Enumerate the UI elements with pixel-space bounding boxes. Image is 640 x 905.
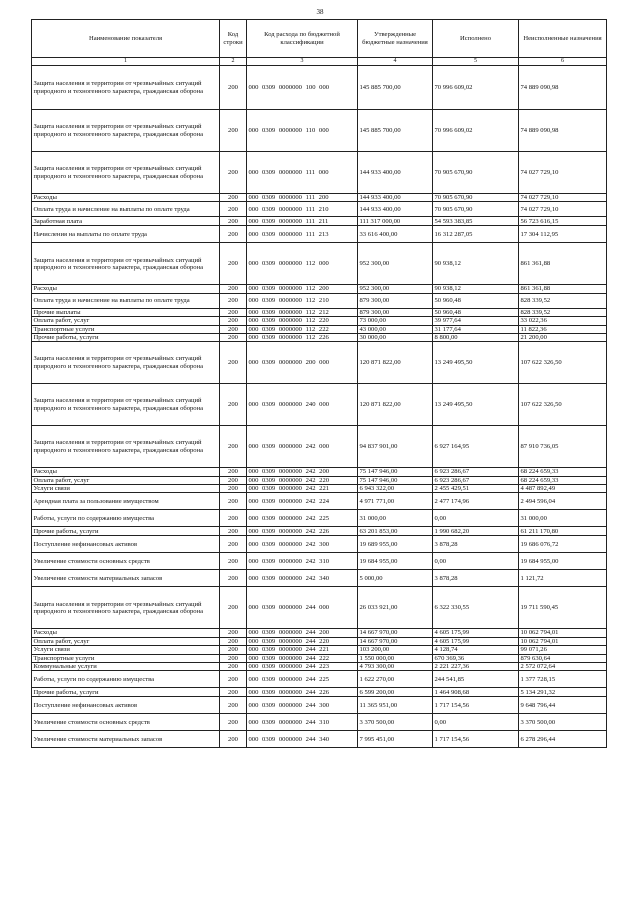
header-approved: Утвержденные бюджетные назначения — [358, 20, 433, 58]
header-row — [32, 20, 607, 58]
row-executed: 1 717 154,56 — [433, 697, 519, 714]
row-executed: 70 996 609,02 — [433, 110, 519, 152]
row-name: Защита населения и территории от чрезвычайных ситуаций природного и техногенного характера, гражданская оборона — [32, 66, 220, 110]
row-classification: 000 0309 0000000 100 000 — [247, 66, 358, 110]
row-approved: 7 995 451,00 — [358, 731, 433, 748]
row-classification: 000 0309 0000000 242 000 — [247, 426, 358, 468]
row-name: Защита населения и территории от чрезвычайных ситуаций природного и техногенного характера, гражданская оборона — [32, 426, 220, 468]
row-approved: 144 933 400,00 — [358, 194, 433, 202]
row-unexecuted: 1 121,72 — [519, 570, 607, 587]
row-classification: 000 0309 0000000 242 220 — [247, 476, 358, 484]
row-code: 200 — [220, 688, 247, 697]
row-unexecuted: 17 304 112,95 — [519, 226, 607, 243]
row-name: Защита населения и территории от чрезвычайных ситуаций природного и техногенного характера, гражданская оборона — [32, 152, 220, 194]
table-row — [32, 202, 607, 217]
row-executed: 70 996 609,02 — [433, 66, 519, 110]
row-unexecuted: 828 339,52 — [519, 293, 607, 308]
table-row — [32, 654, 607, 662]
row-unexecuted: 68 224 659,33 — [519, 476, 607, 484]
table-row — [32, 293, 607, 308]
row-executed: 4 605 175,99 — [433, 629, 519, 637]
row-name: Прочие выплаты — [32, 308, 220, 316]
row-approved: 144 933 400,00 — [358, 202, 433, 217]
row-executed: 13 249 495,50 — [433, 384, 519, 426]
row-name: Защита населения и территории от чрезвычайных ситуаций природного и техногенного характера, гражданская оборона — [32, 587, 220, 629]
header-name: Наименование показателя — [32, 20, 220, 58]
row-name: Коммунальные услуги — [32, 662, 220, 670]
row-executed: 13 249 495,50 — [433, 342, 519, 384]
row-executed: 50 960,48 — [433, 308, 519, 316]
row-classification: 000 0309 0000000 242 221 — [247, 485, 358, 493]
row-code: 200 — [220, 293, 247, 308]
row-approved: 19 689 955,00 — [358, 536, 433, 553]
row-executed: 90 938,12 — [433, 285, 519, 293]
table-row — [32, 697, 607, 714]
row-name: Защита населения и территории от чрезвычайных ситуаций природного и техногенного характера, гражданская оборона — [32, 342, 220, 384]
row-name: Транспортные услуги — [32, 654, 220, 662]
table-row — [32, 317, 607, 325]
row-unexecuted: 3 370 500,00 — [519, 714, 607, 731]
header-executed: Исполнено — [433, 20, 519, 58]
row-executed: 1 717 154,56 — [433, 731, 519, 748]
row-code: 200 — [220, 662, 247, 670]
row-unexecuted: 9 648 796,44 — [519, 697, 607, 714]
row-name: Услуги связи — [32, 485, 220, 493]
row-executed: 70 905 670,90 — [433, 152, 519, 194]
table-row — [32, 536, 607, 553]
row-name: Защита населения и территории от чрезвычайных ситуаций природного и техногенного характера, гражданская оборона — [32, 384, 220, 426]
row-executed: 2 221 227,36 — [433, 662, 519, 670]
row-code: 200 — [220, 333, 247, 341]
row-unexecuted: 107 622 326,50 — [519, 342, 607, 384]
row-unexecuted: 74 889 090,98 — [519, 110, 607, 152]
row-name: Работы, услуги по содержанию имущества — [32, 671, 220, 688]
page-number: 38 — [316, 8, 324, 16]
table-row — [32, 476, 607, 484]
row-classification: 000 0309 0000000 240 000 — [247, 384, 358, 426]
row-code: 200 — [220, 731, 247, 748]
row-approved: 120 871 822,00 — [358, 384, 433, 426]
row-name: Защита населения и территории от чрезвычайных ситуаций природного и техногенного характера, гражданская оборона — [32, 243, 220, 285]
row-code: 200 — [220, 110, 247, 152]
row-name: Оплата работ, услуг — [32, 476, 220, 484]
row-name: Услуги связи — [32, 646, 220, 654]
row-unexecuted: 4 487 892,49 — [519, 485, 607, 493]
row-unexecuted: 107 622 326,50 — [519, 384, 607, 426]
row-executed: 3 878,28 — [433, 536, 519, 553]
row-code: 200 — [220, 671, 247, 688]
table-row — [32, 714, 607, 731]
row-classification: 000 0309 0000000 244 226 — [247, 688, 358, 697]
table-row — [32, 194, 607, 202]
row-classification: 000 0309 0000000 242 200 — [247, 468, 358, 476]
row-code: 200 — [220, 468, 247, 476]
row-code: 200 — [220, 317, 247, 325]
row-executed: 4 605 175,99 — [433, 637, 519, 645]
table-row — [32, 384, 607, 426]
row-classification: 000 0309 0000000 244 223 — [247, 662, 358, 670]
column-number: 6 — [519, 58, 607, 66]
row-name: Арендная плата за пользование имуществом — [32, 493, 220, 510]
table-row — [32, 485, 607, 493]
row-executed: 39 977,64 — [433, 317, 519, 325]
row-unexecuted: 2 572 072,64 — [519, 662, 607, 670]
row-code: 200 — [220, 714, 247, 731]
row-approved: 111 317 000,00 — [358, 217, 433, 226]
row-classification: 000 0309 0000000 112 200 — [247, 285, 358, 293]
row-unexecuted: 33 022,36 — [519, 317, 607, 325]
row-unexecuted: 10 062 794,01 — [519, 629, 607, 637]
column-number: 4 — [358, 58, 433, 66]
row-executed: 70 905 670,90 — [433, 194, 519, 202]
row-name: Увеличение стоимости основных средств — [32, 714, 220, 731]
row-executed: 6 923 286,67 — [433, 468, 519, 476]
row-classification: 000 0309 0000000 242 340 — [247, 570, 358, 587]
row-unexecuted: 19 686 076,72 — [519, 536, 607, 553]
row-name: Поступление нефинансовых активов — [32, 697, 220, 714]
row-approved: 14 667 970,00 — [358, 637, 433, 645]
row-classification: 000 0309 0000000 242 300 — [247, 536, 358, 553]
row-name: Увеличение стоимости материальных запасов — [32, 731, 220, 748]
row-classification: 000 0309 0000000 112 226 — [247, 333, 358, 341]
row-approved: 14 667 970,00 — [358, 629, 433, 637]
row-classification: 000 0309 0000000 112 212 — [247, 308, 358, 316]
row-classification: 000 0309 0000000 244 222 — [247, 654, 358, 662]
row-classification: 000 0309 0000000 244 221 — [247, 646, 358, 654]
row-code: 200 — [220, 654, 247, 662]
row-classification: 000 0309 0000000 111 200 — [247, 194, 358, 202]
row-classification: 000 0309 0000000 111 000 — [247, 152, 358, 194]
row-executed: 4 128,74 — [433, 646, 519, 654]
table-row — [32, 493, 607, 510]
table-row — [32, 570, 607, 587]
row-code: 200 — [220, 587, 247, 629]
column-number: 1 — [32, 58, 220, 66]
row-classification: 000 0309 0000000 242 225 — [247, 510, 358, 527]
row-executed: 70 905 670,90 — [433, 202, 519, 217]
table-row — [32, 342, 607, 384]
row-code: 200 — [220, 485, 247, 493]
row-code: 200 — [220, 226, 247, 243]
row-code: 200 — [220, 426, 247, 468]
row-unexecuted: 99 071,26 — [519, 646, 607, 654]
row-unexecuted: 74 027 729,10 — [519, 202, 607, 217]
row-classification: 000 0309 0000000 244 340 — [247, 731, 358, 748]
row-approved: 1 550 000,00 — [358, 654, 433, 662]
row-approved: 26 033 921,00 — [358, 587, 433, 629]
row-executed: 3 878,28 — [433, 570, 519, 587]
row-code: 200 — [220, 536, 247, 553]
row-classification: 000 0309 0000000 242 226 — [247, 527, 358, 536]
row-unexecuted: 5 134 291,32 — [519, 688, 607, 697]
header-unexecuted: Неисполненные назначения — [519, 20, 607, 58]
row-code: 200 — [220, 476, 247, 484]
row-executed: 0,00 — [433, 510, 519, 527]
row-classification: 000 0309 0000000 112 210 — [247, 293, 358, 308]
row-name: Оплата труда и начисление на выплаты по оплате труда — [32, 293, 220, 308]
row-classification: 000 0309 0000000 242 310 — [247, 553, 358, 570]
column-number: 2 — [220, 58, 247, 66]
column-number-row — [32, 58, 607, 66]
row-code: 200 — [220, 697, 247, 714]
row-approved: 120 871 822,00 — [358, 342, 433, 384]
row-approved: 31 000,00 — [358, 510, 433, 527]
row-unexecuted: 1 377 728,15 — [519, 671, 607, 688]
row-unexecuted: 19 711 590,45 — [519, 587, 607, 629]
row-code: 200 — [220, 152, 247, 194]
row-unexecuted: 879 630,64 — [519, 654, 607, 662]
row-classification: 000 0309 0000000 111 211 — [247, 217, 358, 226]
table-row — [32, 731, 607, 748]
table-row — [32, 587, 607, 629]
header-classification: Код расхода по бюджетной классификации — [247, 20, 358, 58]
row-unexecuted: 31 000,00 — [519, 510, 607, 527]
row-name: Расходы — [32, 285, 220, 293]
row-code: 200 — [220, 527, 247, 536]
row-approved: 30 000,00 — [358, 333, 433, 341]
row-classification: 000 0309 0000000 111 210 — [247, 202, 358, 217]
row-code: 200 — [220, 637, 247, 645]
row-name: Оплата труда и начисление на выплаты по оплате труда — [32, 202, 220, 217]
table-row — [32, 66, 607, 110]
row-unexecuted: 21 200,00 — [519, 333, 607, 341]
row-executed: 16 312 287,05 — [433, 226, 519, 243]
table-row — [32, 629, 607, 637]
row-approved: 19 684 955,00 — [358, 553, 433, 570]
table-row — [32, 325, 607, 333]
row-executed: 2 477 174,96 — [433, 493, 519, 510]
row-unexecuted: 828 339,52 — [519, 308, 607, 316]
table-row — [32, 527, 607, 536]
row-executed: 6 322 330,55 — [433, 587, 519, 629]
table-row — [32, 152, 607, 194]
row-approved: 6 599 200,00 — [358, 688, 433, 697]
row-name: Работы, услуги по содержанию имущества — [32, 510, 220, 527]
row-code: 200 — [220, 202, 247, 217]
row-approved: 103 200,00 — [358, 646, 433, 654]
row-code: 200 — [220, 493, 247, 510]
row-name: Оплата работ, услуг — [32, 637, 220, 645]
row-code: 200 — [220, 243, 247, 285]
row-approved: 43 000,00 — [358, 325, 433, 333]
row-executed: 6 923 286,67 — [433, 476, 519, 484]
row-approved: 73 000,00 — [358, 317, 433, 325]
row-unexecuted: 10 062 794,01 — [519, 637, 607, 645]
row-approved: 6 943 322,00 — [358, 485, 433, 493]
row-code: 200 — [220, 646, 247, 654]
row-code: 200 — [220, 66, 247, 110]
row-unexecuted: 87 910 736,05 — [519, 426, 607, 468]
table-row — [32, 308, 607, 316]
table-row — [32, 553, 607, 570]
row-code: 200 — [220, 510, 247, 527]
row-name: Поступление нефинансовых активов — [32, 536, 220, 553]
row-unexecuted: 74 027 729,10 — [519, 194, 607, 202]
row-executed: 1 990 682,20 — [433, 527, 519, 536]
row-approved: 4 971 771,00 — [358, 493, 433, 510]
row-unexecuted: 861 361,88 — [519, 243, 607, 285]
row-approved: 63 201 853,00 — [358, 527, 433, 536]
row-name: Защита населения и территории от чрезвычайных ситуаций природного и техногенного характера, гражданская оборона — [32, 110, 220, 152]
row-code: 200 — [220, 194, 247, 202]
row-classification: 000 0309 0000000 200 000 — [247, 342, 358, 384]
row-approved: 4 793 300,00 — [358, 662, 433, 670]
row-name: Транспортные услуги — [32, 325, 220, 333]
row-approved: 11 365 951,00 — [358, 697, 433, 714]
row-executed: 90 938,12 — [433, 243, 519, 285]
row-name: Расходы — [32, 629, 220, 637]
row-classification: 000 0309 0000000 244 220 — [247, 637, 358, 645]
row-code: 200 — [220, 570, 247, 587]
row-name: Увеличение стоимости материальных запасов — [32, 570, 220, 587]
row-executed: 50 960,48 — [433, 293, 519, 308]
row-name: Увеличение стоимости основных средств — [32, 553, 220, 570]
row-unexecuted: 61 211 170,80 — [519, 527, 607, 536]
row-approved: 5 000,00 — [358, 570, 433, 587]
table-row — [32, 285, 607, 293]
row-classification: 000 0309 0000000 244 000 — [247, 587, 358, 629]
row-approved: 952 300,00 — [358, 243, 433, 285]
column-number: 3 — [247, 58, 358, 66]
row-classification: 000 0309 0000000 242 224 — [247, 493, 358, 510]
row-code: 200 — [220, 384, 247, 426]
row-code: 200 — [220, 285, 247, 293]
row-code: 200 — [220, 553, 247, 570]
row-executed: 1 464 908,68 — [433, 688, 519, 697]
row-unexecuted: 6 278 296,44 — [519, 731, 607, 748]
row-classification: 000 0309 0000000 112 220 — [247, 317, 358, 325]
row-classification: 000 0309 0000000 111 213 — [247, 226, 358, 243]
row-name: Прочие работы, услуги — [32, 688, 220, 697]
row-code: 200 — [220, 308, 247, 316]
row-classification: 000 0309 0000000 110 000 — [247, 110, 358, 152]
row-code: 200 — [220, 629, 247, 637]
row-executed: 31 177,64 — [433, 325, 519, 333]
row-approved: 952 300,00 — [358, 285, 433, 293]
row-name: Расходы — [32, 468, 220, 476]
row-classification: 000 0309 0000000 112 222 — [247, 325, 358, 333]
row-approved: 3 370 500,00 — [358, 714, 433, 731]
row-unexecuted: 861 361,88 — [519, 285, 607, 293]
table-row — [32, 637, 607, 645]
table-row — [32, 671, 607, 688]
row-code: 200 — [220, 217, 247, 226]
table-row — [32, 226, 607, 243]
row-executed: 2 455 429,51 — [433, 485, 519, 493]
row-unexecuted: 56 723 616,15 — [519, 217, 607, 226]
table-row — [32, 333, 607, 341]
row-approved: 879 300,00 — [358, 293, 433, 308]
row-approved: 33 616 400,00 — [358, 226, 433, 243]
row-name: Прочие работы, услуги — [32, 333, 220, 341]
table-row — [32, 510, 607, 527]
row-unexecuted: 19 684 955,00 — [519, 553, 607, 570]
row-name: Начисления на выплаты по оплате труда — [32, 226, 220, 243]
row-executed: 8 800,00 — [433, 333, 519, 341]
table-row — [32, 110, 607, 152]
row-approved: 145 885 700,00 — [358, 110, 433, 152]
row-classification: 000 0309 0000000 112 000 — [247, 243, 358, 285]
row-executed: 670 369,36 — [433, 654, 519, 662]
row-classification: 000 0309 0000000 244 310 — [247, 714, 358, 731]
budget-execution-table — [31, 19, 607, 748]
table-row — [32, 662, 607, 670]
row-name: Оплата работ, услуг — [32, 317, 220, 325]
row-approved: 75 147 946,00 — [358, 468, 433, 476]
column-number: 5 — [433, 58, 519, 66]
row-classification: 000 0309 0000000 244 300 — [247, 697, 358, 714]
row-classification: 000 0309 0000000 244 225 — [247, 671, 358, 688]
row-name: Прочие работы, услуги — [32, 527, 220, 536]
table-row — [32, 217, 607, 226]
header-code: Код строки — [220, 20, 247, 58]
row-unexecuted: 74 889 090,98 — [519, 66, 607, 110]
row-code: 200 — [220, 342, 247, 384]
row-name: Расходы — [32, 194, 220, 202]
table-row — [32, 426, 607, 468]
row-unexecuted: 74 027 729,10 — [519, 152, 607, 194]
row-executed: 6 927 164,95 — [433, 426, 519, 468]
row-name: Заработная плата — [32, 217, 220, 226]
row-approved: 144 933 400,00 — [358, 152, 433, 194]
row-approved: 1 622 270,00 — [358, 671, 433, 688]
row-executed: 244 541,85 — [433, 671, 519, 688]
row-unexecuted: 2 494 596,04 — [519, 493, 607, 510]
table-row — [32, 468, 607, 476]
row-approved: 75 147 946,00 — [358, 476, 433, 484]
row-unexecuted: 68 224 659,33 — [519, 468, 607, 476]
row-unexecuted: 11 822,36 — [519, 325, 607, 333]
table-row — [32, 688, 607, 697]
row-executed: 0,00 — [433, 714, 519, 731]
row-code: 200 — [220, 325, 247, 333]
row-approved: 145 885 700,00 — [358, 66, 433, 110]
row-approved: 879 300,00 — [358, 308, 433, 316]
table-row — [32, 243, 607, 285]
row-approved: 94 837 901,00 — [358, 426, 433, 468]
row-executed: 54 593 383,85 — [433, 217, 519, 226]
table-row — [32, 646, 607, 654]
row-classification: 000 0309 0000000 244 200 — [247, 629, 358, 637]
row-executed: 0,00 — [433, 553, 519, 570]
